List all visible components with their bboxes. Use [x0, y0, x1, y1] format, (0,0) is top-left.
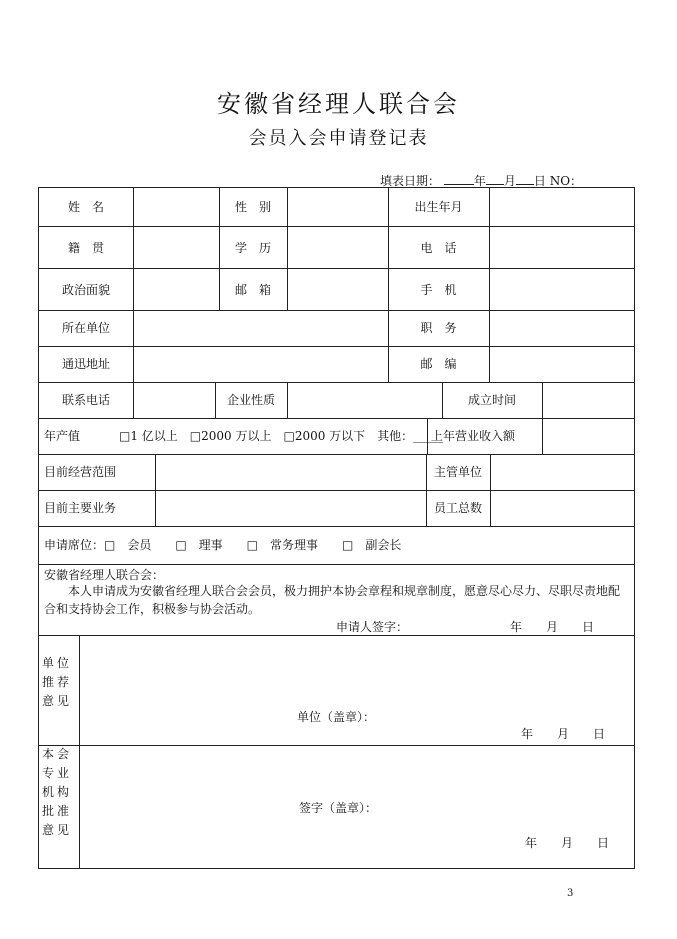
education-field[interactable]: [288, 227, 387, 267]
label-supervisor: 主管单位: [433, 465, 482, 479]
year-blank[interactable]: [444, 174, 474, 185]
unit-stamp-label: 单位（盖章）：: [297, 710, 376, 724]
annual-value-options[interactable]: □1 亿以上 □2000 万以上 □2000 万以下 其他：_____: [119, 429, 444, 443]
approval-label: 本会专业机构批准意见: [42, 747, 73, 837]
label-company-type: 企业性质: [226, 393, 275, 407]
label-business-scope: 目前经营范围: [44, 465, 117, 479]
label-postcode: 邮 编: [420, 357, 457, 371]
main-business-field[interactable]: [156, 491, 425, 525]
form-subtitle: 会员入会申请登记表: [248, 128, 429, 149]
statement-salutation: 安徽省经理人联合会：: [44, 568, 165, 582]
phone-field[interactable]: [490, 227, 634, 267]
contact-phone-field[interactable]: [134, 383, 214, 417]
last-revenue-field[interactable]: [543, 419, 634, 453]
label-native: 籍 贯: [67, 241, 104, 255]
label-staff-total: 员工总数: [433, 501, 482, 515]
day-blank[interactable]: [516, 174, 534, 185]
gender-field[interactable]: [288, 189, 387, 225]
name-field[interactable]: [134, 189, 218, 225]
label-education: 学 历: [234, 241, 271, 255]
company-type-field[interactable]: [288, 383, 441, 417]
label-main-business: 目前主要业务: [44, 501, 117, 515]
label-address: 通迅地址: [61, 357, 110, 371]
mobile-field[interactable]: [490, 269, 634, 309]
month-blank[interactable]: [486, 174, 504, 185]
label-email: 邮 箱: [234, 283, 271, 297]
label-unit: 所在单位: [61, 321, 110, 335]
label-contact-phone: 联系电话: [61, 393, 110, 407]
row-divider: [39, 564, 635, 565]
page-number: 3: [567, 888, 574, 899]
label-name: 姓 名: [67, 200, 104, 214]
founded-field[interactable]: [543, 383, 634, 417]
day-label: 日: [533, 174, 546, 188]
label-political: 政治面貌: [61, 283, 110, 297]
registration-form-table: [38, 187, 635, 869]
supervisor-field[interactable]: [491, 455, 634, 489]
label-birth: 出生年月: [414, 200, 463, 214]
staff-total-field[interactable]: [491, 491, 634, 525]
label-mobile: 手 机: [420, 283, 457, 297]
address-field[interactable]: [134, 347, 387, 381]
no-label: NO：: [549, 174, 583, 188]
label-phone: 电 话: [420, 241, 457, 255]
label-annual-value: 年产值: [44, 429, 81, 443]
unit-field[interactable]: [134, 311, 387, 345]
applicant-signature-label: 申请人签字：: [336, 620, 409, 634]
row-divider: [39, 526, 635, 527]
postcode-field[interactable]: [490, 347, 634, 381]
email-field[interactable]: [288, 269, 387, 309]
label-last-revenue: 上年营业收入额: [431, 429, 516, 443]
statement-body: 本人申请成为安徽省经理人联合会会员，极力拥护本协会章程和规章制度，愿意尽心尽力、尽职尽责地配合和支持协会工作，积极参与协会活动。: [44, 584, 621, 616]
birth-field[interactable]: [490, 189, 634, 225]
unit-recommend-date: 年 月 日: [521, 727, 606, 741]
unit-recommend-label: 单位推荐意见: [42, 656, 73, 708]
applicant-signature-date: 年 月 日: [510, 620, 595, 634]
approval-stamp-label: 签字（盖章）：: [299, 801, 378, 815]
label-founded: 成立时间: [467, 393, 516, 407]
approval-date: 年 月 日: [525, 836, 610, 850]
apply-seat-options[interactable]: 申请席位：□ 会员 □ 理事 □ 常务理事 □ 副会长: [44, 538, 402, 552]
year-label: 年: [473, 174, 486, 188]
label-gender: 性 别: [234, 200, 271, 214]
position-field[interactable]: [490, 311, 634, 345]
business-scope-field[interactable]: [156, 455, 425, 489]
form-title: 安徽省经理人联合会: [217, 90, 460, 118]
month-label: 月: [503, 174, 516, 188]
political-field[interactable]: [134, 269, 218, 309]
native-field[interactable]: [134, 227, 218, 267]
fill-date-label: 填表日期：: [380, 174, 441, 188]
label-position: 职 务: [420, 321, 457, 335]
